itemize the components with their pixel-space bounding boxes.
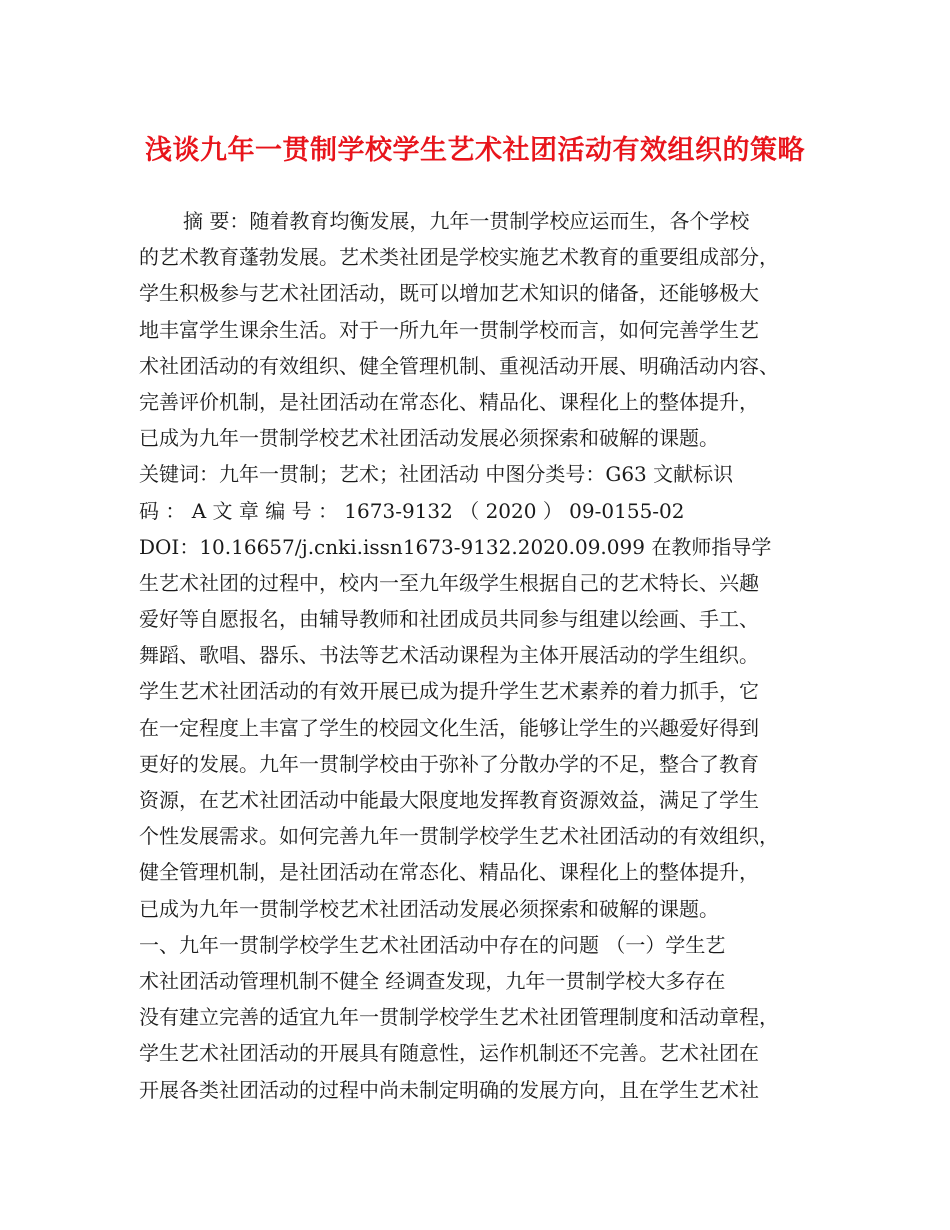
text-line: 完善评价机制，是社团活动在常态化、精品化、课程化上的整体提升， [139,389,759,414]
document-title: 浅谈九年一贯制学校学生艺术社团活动有效组织的策略 [145,135,805,166]
text-line: 已成为九年一贯制学校艺术社团活动发展必须探索和破解的课题。 [139,896,719,921]
text-line: 一、九年一贯制学校学生艺术社团活动中存在的问题 （一）学生艺 [139,932,726,957]
text-line: 地丰富学生课余生活。对于一所九年一贯制学校而言，如何完善学生艺 [139,317,759,342]
text-line: 开展各类社团活动的过程中尚未制定明确的发展方向，且在学生艺术社 [139,1077,759,1102]
text-line: 学生艺术社团活动的有效开展已成为提升学生艺术素养的着力抓手，它 [139,679,759,704]
text-line: 资源，在艺术社团活动中能最大限度地发挥教育资源效益，满足了学生 [139,788,759,812]
text-line: 爱好等自愿报名，由辅导教师和社团成员共同参与组建以绘画、手工、 [139,607,759,632]
text-line: DOI：10.16657/j.cnki.issn1673-9132.2020.09.099 在教师指导学 [139,534,772,559]
text-line: 关键词：九年一贯制；艺术；社团活动 中图分类号：G63 文献标识 [139,462,734,487]
text-line: 术社团活动的有效组织、健全管理机制、重视活动开展、明确活动内容、 [139,353,779,378]
text-line: 摘 要：随着教育均衡发展，九年一贯制学校应运而生，各个学校 [183,209,750,233]
article-body [139,203,829,1108]
text-line: 舞蹈、歌唱、器乐、书法等艺术活动课程为主体开展活动的学生组织。 [139,643,759,668]
text-line: 码 ： A 文 章 编 号 ： 1673-9132 （ 2020 ） 09-0155-02 [139,498,685,523]
text-line: 在一定程度上丰富了学生的校园文化生活，能够让学生的兴趣爱好得到 [139,715,759,740]
text-line: 健全管理机制，是社团活动在常态化、精品化、课程化上的整体提升， [139,860,759,885]
text-line: 的艺术教育蓬勃发展。艺术类社团是学校实施艺术教育的重要组成部分， [139,245,779,270]
text-line: 没有建立完善的适宜九年一贯制学校学生艺术社团管理制度和活动章程， [139,1005,779,1030]
text-line: 学生艺术社团活动的开展具有随意性，运作机制还不完善。艺术社团在 [139,1041,759,1066]
text-line: 个性发展需求。如何完善九年一贯制学校学生艺术社团活动的有效组织， [139,824,779,849]
text-line: 术社团活动管理机制不健全 经调查发现，九年一贯制学校大多存在 [139,968,726,993]
text-line: 生艺术社团的过程中，校内一至九年级学生根据自己的艺术特长、兴趣 [139,570,759,595]
text-line: 已成为九年一贯制学校艺术社团活动发展必须探索和破解的课题。 [139,426,719,451]
text-line: 学生积极参与艺术社团活动，既可以增加艺术知识的储备，还能够极大 [139,281,759,306]
text-line: 更好的发展。九年一贯制学校由于弥补了分散办学的不足，整合了教育 [139,751,759,776]
